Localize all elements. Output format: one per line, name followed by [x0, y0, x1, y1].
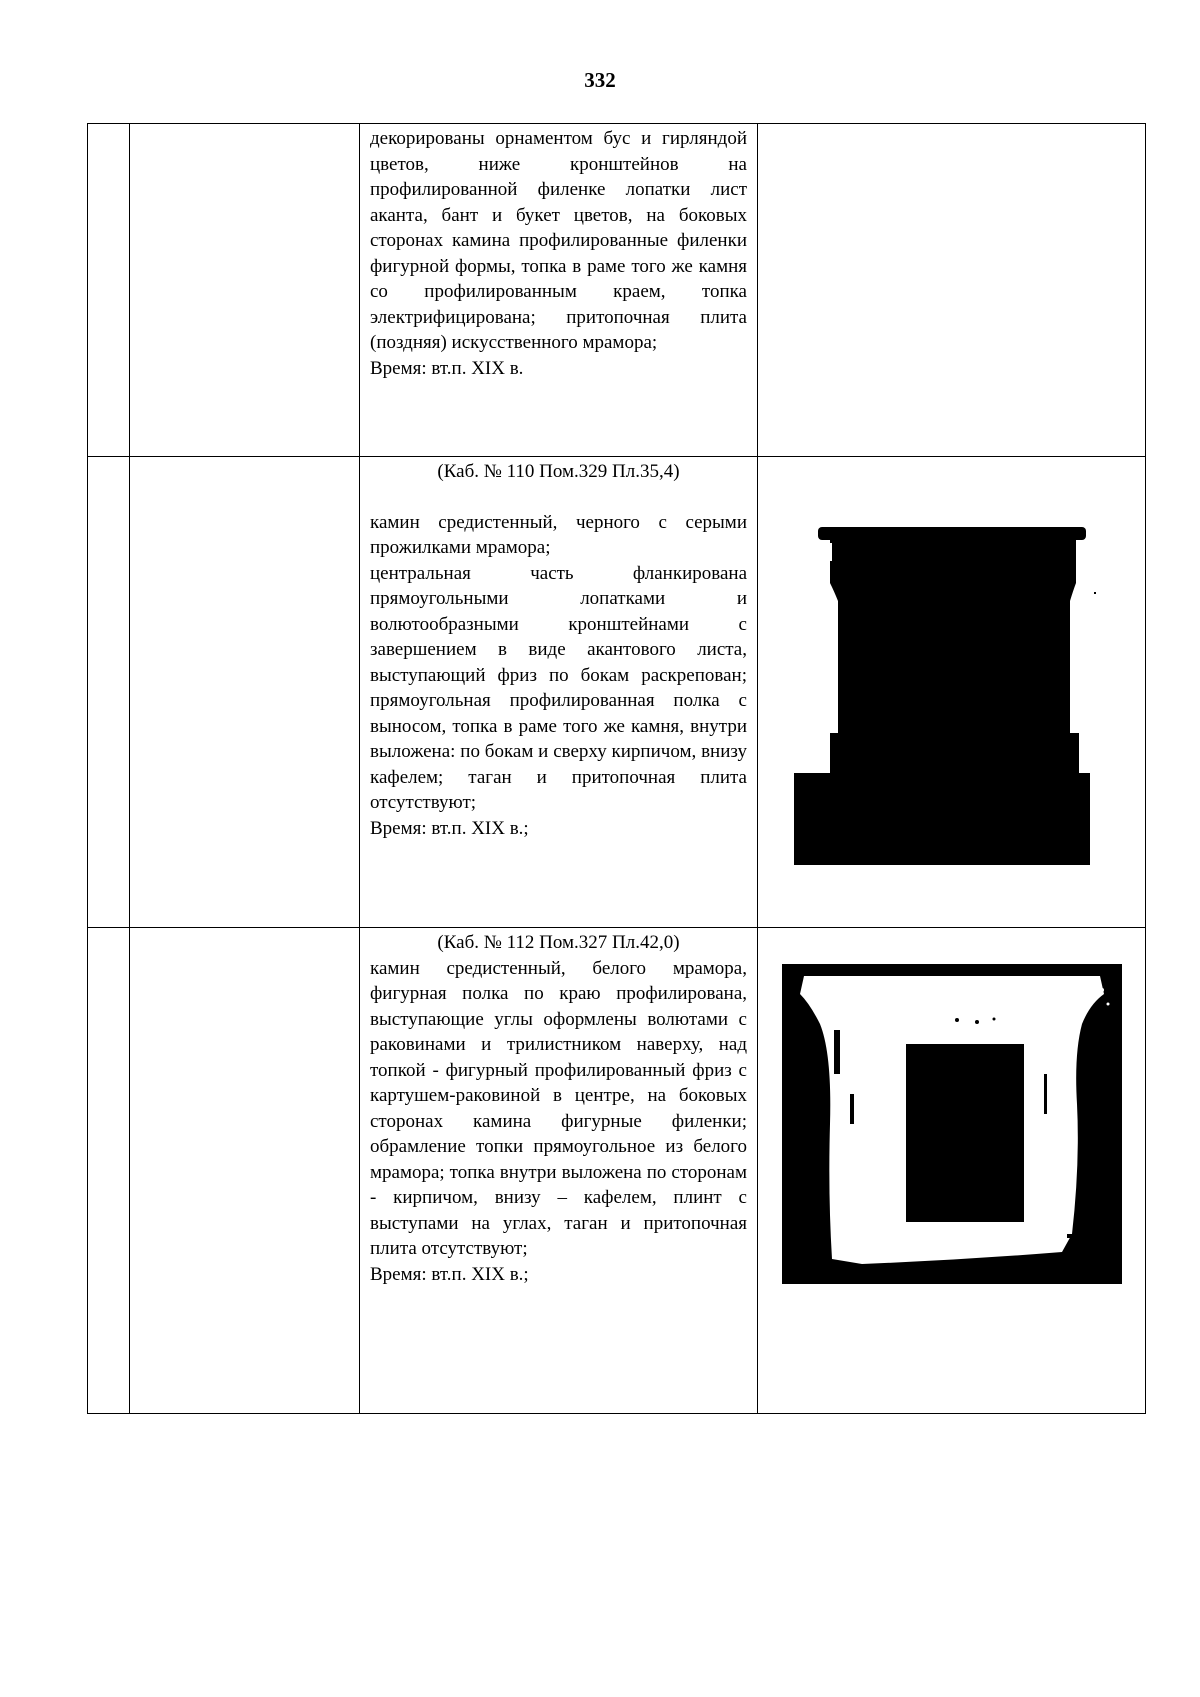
dating-text: Время: вт.п. XIX в.; — [370, 817, 529, 839]
name-cell — [130, 124, 360, 457]
firebox-opening — [906, 1044, 1024, 1222]
description-paragraph: центральная часть фланкирована прямоугольными лопатками и волютообразными кронштейнами с завершением в виде акантового листа, выступающий фриз по бокам раскрепован; прямоугольная профилированная полка с выносом, топка в раме того же камня, внутри выложена: по бокам и сверху кирпичом, внизу кафелем; таган и притопочная плита отсутствуют; — [370, 562, 747, 813]
room-heading: (Каб. № 112 Пом.327 Пл.42,0) — [437, 932, 680, 953]
fireplace-body — [794, 540, 1090, 865]
photo-cell — [758, 457, 1146, 928]
name-cell — [130, 928, 360, 1414]
number-cell — [88, 457, 130, 928]
description-cell — [360, 928, 758, 1414]
description-cell — [360, 457, 758, 928]
table-row — [88, 124, 1146, 457]
inventory-table — [87, 123, 1146, 1414]
photo-cell — [758, 124, 1146, 457]
description-paragraph: камин средистенный, черного с серыми прожилками мрамора; — [370, 511, 747, 558]
number-cell — [88, 124, 130, 457]
table-row — [88, 928, 1146, 1414]
mantel-shelf — [818, 527, 1086, 540]
photo-cell — [758, 928, 1146, 1414]
number-cell — [88, 928, 130, 1414]
dating-text: Время: вт.п. XIX в. — [370, 357, 524, 379]
description-paragraph: камин средистенный, белого мрамора, фигурная полка по краю профилирована, выступающие углы оформлены волютами с раковинами и трилистником наверху, над топкой - фигурный профилированный фриз с картушем-раковиной в центре, на боковых сторонах камина фигурные филенки; обрамление топки прямоугольное из белого мрамора; топка внутри выложена по сторонам - кирпичом, внизу – кафелем, плинт с выступами на углах, таган и притопочная плита отсутствуют; — [370, 957, 747, 1259]
description-cell — [360, 124, 758, 457]
dating-text: Время: вт.п. XIX в.; — [370, 1263, 529, 1285]
name-cell — [130, 457, 360, 928]
white-marble-fireplace-photo — [782, 964, 1122, 1284]
room-heading: (Каб. № 110 Пом.329 Пл.35,4) — [437, 461, 680, 482]
description-paragraph: декорированы орнаментом бус и гирляндой цветов, ниже кронштейнов на профилированной филенке лопатки лист аканта, бант и букет цветов, на боковых сторонах камина профилированные филенки фигурной формы, топка в раме того же камня со профилированным краем, топка электрифицирована; притопочная плита (поздняя) искусственного мрамора; — [370, 128, 747, 353]
black-marble-fireplace-photo — [794, 523, 1116, 865]
table-row — [88, 457, 1146, 928]
page-number: 332 — [584, 68, 616, 92]
